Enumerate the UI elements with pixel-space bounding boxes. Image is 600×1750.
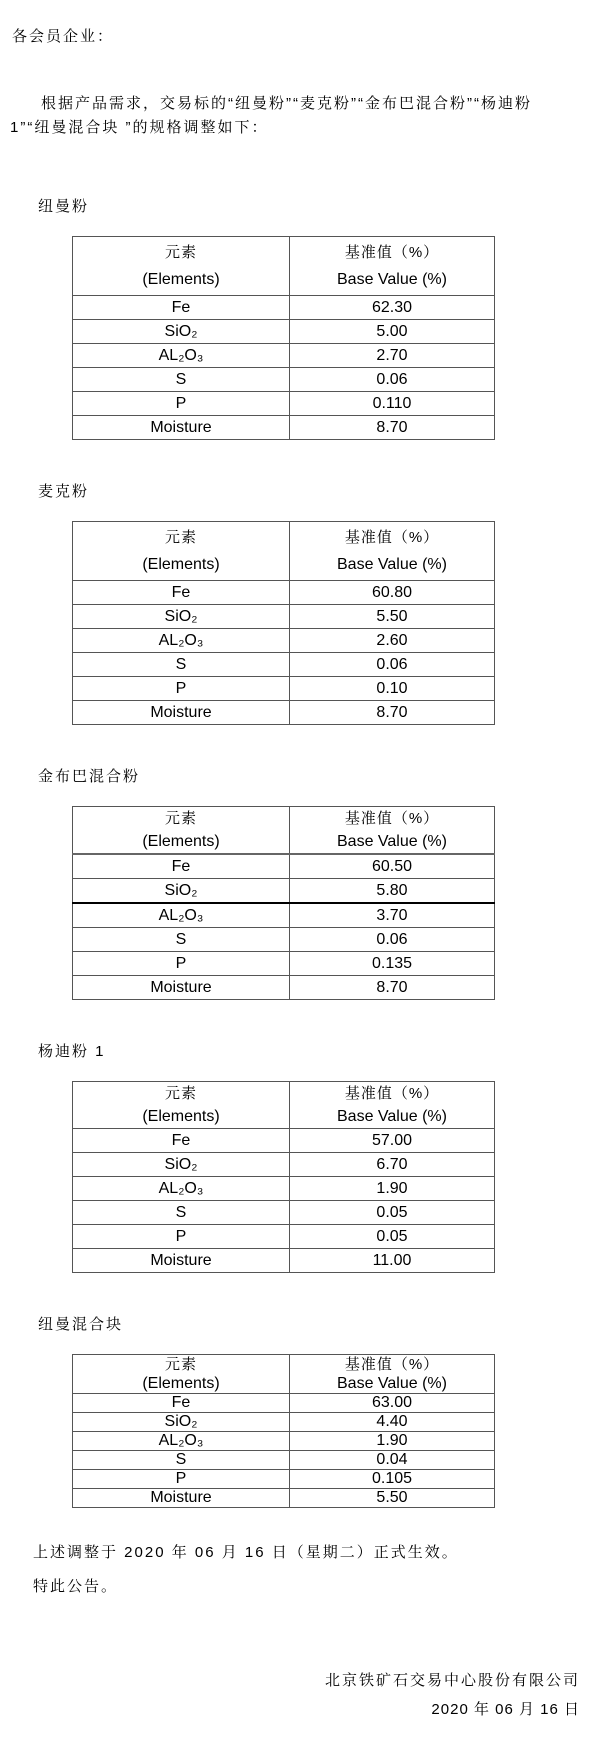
value-cell: 8.70 bbox=[290, 976, 495, 1000]
value-cell: 5.50 bbox=[290, 1489, 495, 1508]
elements-header-en: (Elements) bbox=[142, 1108, 220, 1125]
element-cell: S bbox=[73, 1451, 290, 1470]
table-row bbox=[73, 1153, 495, 1177]
elements-header-en: (Elements) bbox=[142, 833, 220, 850]
elements-header-zh: 元素 bbox=[164, 1085, 197, 1102]
elements-header-cell bbox=[73, 237, 290, 296]
value-cell: 0.05 bbox=[290, 1201, 495, 1225]
spec-table bbox=[72, 236, 495, 440]
elements-header-zh: 元素 bbox=[164, 244, 197, 261]
value-cell: 5.80 bbox=[290, 879, 495, 904]
table-row bbox=[73, 653, 495, 677]
base-value-header-zh: 基准值（%） bbox=[344, 1356, 440, 1373]
table-row bbox=[73, 368, 495, 392]
table-row bbox=[73, 605, 495, 629]
element-cell: SiO₂ bbox=[73, 879, 290, 904]
table-header-row bbox=[73, 1082, 495, 1129]
value-cell: 4.40 bbox=[290, 1413, 495, 1432]
value-cell: 0.10 bbox=[290, 677, 495, 701]
table-row bbox=[73, 392, 495, 416]
product-heading: 麦克粉 bbox=[38, 483, 90, 500]
base-value-header-en: Base Value (%) bbox=[337, 1108, 447, 1125]
base-value-header-cell bbox=[290, 522, 495, 581]
value-cell: 0.135 bbox=[290, 952, 495, 976]
elements-header-zh: 元素 bbox=[164, 529, 197, 546]
elements-header-en: (Elements) bbox=[142, 556, 220, 573]
table-row bbox=[73, 928, 495, 952]
table-row bbox=[73, 1129, 495, 1153]
value-cell: 6.70 bbox=[290, 1153, 495, 1177]
table-row bbox=[73, 296, 495, 320]
table-row bbox=[73, 581, 495, 605]
table-row bbox=[73, 879, 495, 904]
value-cell: 2.60 bbox=[290, 629, 495, 653]
value-cell: 0.105 bbox=[290, 1470, 495, 1489]
elements-header-en: (Elements) bbox=[142, 1375, 220, 1392]
table-row bbox=[73, 1177, 495, 1201]
table-row bbox=[73, 952, 495, 976]
table-row bbox=[73, 903, 495, 928]
value-cell: 0.06 bbox=[290, 653, 495, 677]
value-cell: 1.90 bbox=[290, 1432, 495, 1451]
element-cell: Fe bbox=[73, 854, 290, 879]
element-cell: Moisture bbox=[73, 1489, 290, 1508]
product-heading: 金布巴混合粉 bbox=[38, 768, 141, 785]
element-cell: S bbox=[73, 653, 290, 677]
value-cell: 63.00 bbox=[290, 1394, 495, 1413]
base-value-header-zh: 基准值（%） bbox=[344, 810, 440, 827]
base-value-header-cell bbox=[290, 1355, 495, 1394]
value-cell: 0.06 bbox=[290, 928, 495, 952]
base-value-header-cell bbox=[290, 237, 495, 296]
element-cell: Fe bbox=[73, 1129, 290, 1153]
value-cell: 5.50 bbox=[290, 605, 495, 629]
element-cell: SiO₂ bbox=[73, 1153, 290, 1177]
elements-header-cell bbox=[73, 807, 290, 855]
value-cell: 57.00 bbox=[290, 1129, 495, 1153]
product-heading: 纽曼混合块 bbox=[38, 1316, 124, 1333]
table-row bbox=[73, 1201, 495, 1225]
element-cell: Fe bbox=[73, 296, 290, 320]
intro-line-2: 1”“纽曼混合块 ”的规格调整如下： bbox=[10, 119, 269, 136]
table-row bbox=[73, 629, 495, 653]
intro-paragraph bbox=[10, 92, 586, 140]
elements-header-zh: 元素 bbox=[164, 1356, 197, 1373]
value-cell: 11.00 bbox=[290, 1249, 495, 1273]
value-cell: 5.00 bbox=[290, 320, 495, 344]
element-cell: AL₂O₃ bbox=[73, 903, 290, 928]
base-value-header-zh: 基准值（%） bbox=[344, 244, 440, 261]
element-cell: Moisture bbox=[73, 1249, 290, 1273]
element-cell: AL₂O₃ bbox=[73, 1177, 290, 1201]
table-row bbox=[73, 1249, 495, 1273]
table-row bbox=[73, 976, 495, 1000]
element-cell: P bbox=[73, 1225, 290, 1249]
element-cell: SiO₂ bbox=[73, 320, 290, 344]
product-section-yandi-fines-1 bbox=[0, 1041, 600, 1273]
spec-table bbox=[72, 806, 495, 1000]
table-row bbox=[73, 1413, 495, 1432]
spec-table bbox=[72, 1081, 495, 1273]
element-cell: P bbox=[73, 952, 290, 976]
element-cell: AL₂O₃ bbox=[73, 1432, 290, 1451]
table-row bbox=[73, 1394, 495, 1413]
base-value-header-cell bbox=[290, 807, 495, 855]
product-heading: 杨迪粉 1 bbox=[38, 1043, 106, 1060]
elements-header-zh: 元素 bbox=[164, 810, 197, 827]
closing-statement: 特此公告。 bbox=[33, 1578, 119, 1595]
table-row bbox=[73, 416, 495, 440]
value-cell: 0.05 bbox=[290, 1225, 495, 1249]
element-cell: P bbox=[73, 392, 290, 416]
elements-header-cell bbox=[73, 1082, 290, 1129]
table-row bbox=[73, 677, 495, 701]
product-section-jimblebar-blend-fines bbox=[0, 766, 600, 1000]
element-cell: Moisture bbox=[73, 701, 290, 725]
table-row bbox=[73, 701, 495, 725]
table-header-row bbox=[73, 1355, 495, 1394]
base-value-header-en: Base Value (%) bbox=[337, 556, 447, 573]
element-cell: SiO₂ bbox=[73, 1413, 290, 1432]
base-value-header-en: Base Value (%) bbox=[337, 833, 447, 850]
table-row bbox=[73, 1451, 495, 1470]
table-row bbox=[73, 1225, 495, 1249]
value-cell: 0.06 bbox=[290, 368, 495, 392]
base-value-header-en: Base Value (%) bbox=[337, 1375, 447, 1392]
element-cell: Moisture bbox=[73, 416, 290, 440]
table-header-row bbox=[73, 237, 495, 296]
value-cell: 2.70 bbox=[290, 344, 495, 368]
issuer-name: 北京铁矿石交易中心股份有限公司 bbox=[324, 1672, 580, 1689]
base-value-header-zh: 基准值（%） bbox=[344, 1085, 440, 1102]
value-cell: 0.04 bbox=[290, 1451, 495, 1470]
element-cell: S bbox=[73, 368, 290, 392]
element-cell: S bbox=[73, 928, 290, 952]
element-cell: Fe bbox=[73, 581, 290, 605]
element-cell: P bbox=[73, 1470, 290, 1489]
table-header-row bbox=[73, 807, 495, 855]
value-cell: 62.30 bbox=[290, 296, 495, 320]
value-cell: 8.70 bbox=[290, 701, 495, 725]
table-row bbox=[73, 344, 495, 368]
element-cell: AL₂O₃ bbox=[73, 344, 290, 368]
product-heading: 纽曼粉 bbox=[38, 198, 90, 215]
table-header-row bbox=[73, 522, 495, 581]
base-value-header-cell bbox=[290, 1082, 495, 1129]
element-cell: AL₂O₃ bbox=[73, 629, 290, 653]
element-cell: SiO₂ bbox=[73, 605, 290, 629]
value-cell: 0.110 bbox=[290, 392, 495, 416]
product-section-newman-fines bbox=[0, 196, 600, 440]
salutation: 各会员企业： bbox=[12, 28, 115, 45]
spec-table bbox=[72, 1354, 495, 1508]
base-value-header-en: Base Value (%) bbox=[337, 271, 447, 288]
intro-line-1: 根据产品需求，交易标的“纽曼粉”“麦克粉”“金布巴混合粉”“杨迪粉 bbox=[41, 95, 532, 112]
issue-date: 2020 年 06 月 16 日 bbox=[431, 1701, 580, 1718]
spec-table bbox=[72, 521, 495, 725]
table-row bbox=[73, 1432, 495, 1451]
base-value-header-zh: 基准值（%） bbox=[344, 529, 440, 546]
product-section-newman-blend-lump bbox=[0, 1314, 600, 1508]
value-cell: 1.90 bbox=[290, 1177, 495, 1201]
table-row bbox=[73, 1489, 495, 1508]
value-cell: 8.70 bbox=[290, 416, 495, 440]
value-cell: 3.70 bbox=[290, 903, 495, 928]
element-cell: S bbox=[73, 1201, 290, 1225]
table-row bbox=[73, 854, 495, 879]
table-row bbox=[73, 320, 495, 344]
effective-date-note: 上述调整于 2020 年 06 月 16 日（星期二）正式生效。 bbox=[33, 1544, 459, 1561]
table-row bbox=[73, 1470, 495, 1489]
element-cell: Moisture bbox=[73, 976, 290, 1000]
elements-header-en: (Elements) bbox=[142, 271, 220, 288]
element-cell: Fe bbox=[73, 1394, 290, 1413]
value-cell: 60.80 bbox=[290, 581, 495, 605]
value-cell: 60.50 bbox=[290, 854, 495, 879]
element-cell: P bbox=[73, 677, 290, 701]
elements-header-cell bbox=[73, 522, 290, 581]
product-section-mac-fines bbox=[0, 481, 600, 725]
elements-header-cell bbox=[73, 1355, 290, 1394]
